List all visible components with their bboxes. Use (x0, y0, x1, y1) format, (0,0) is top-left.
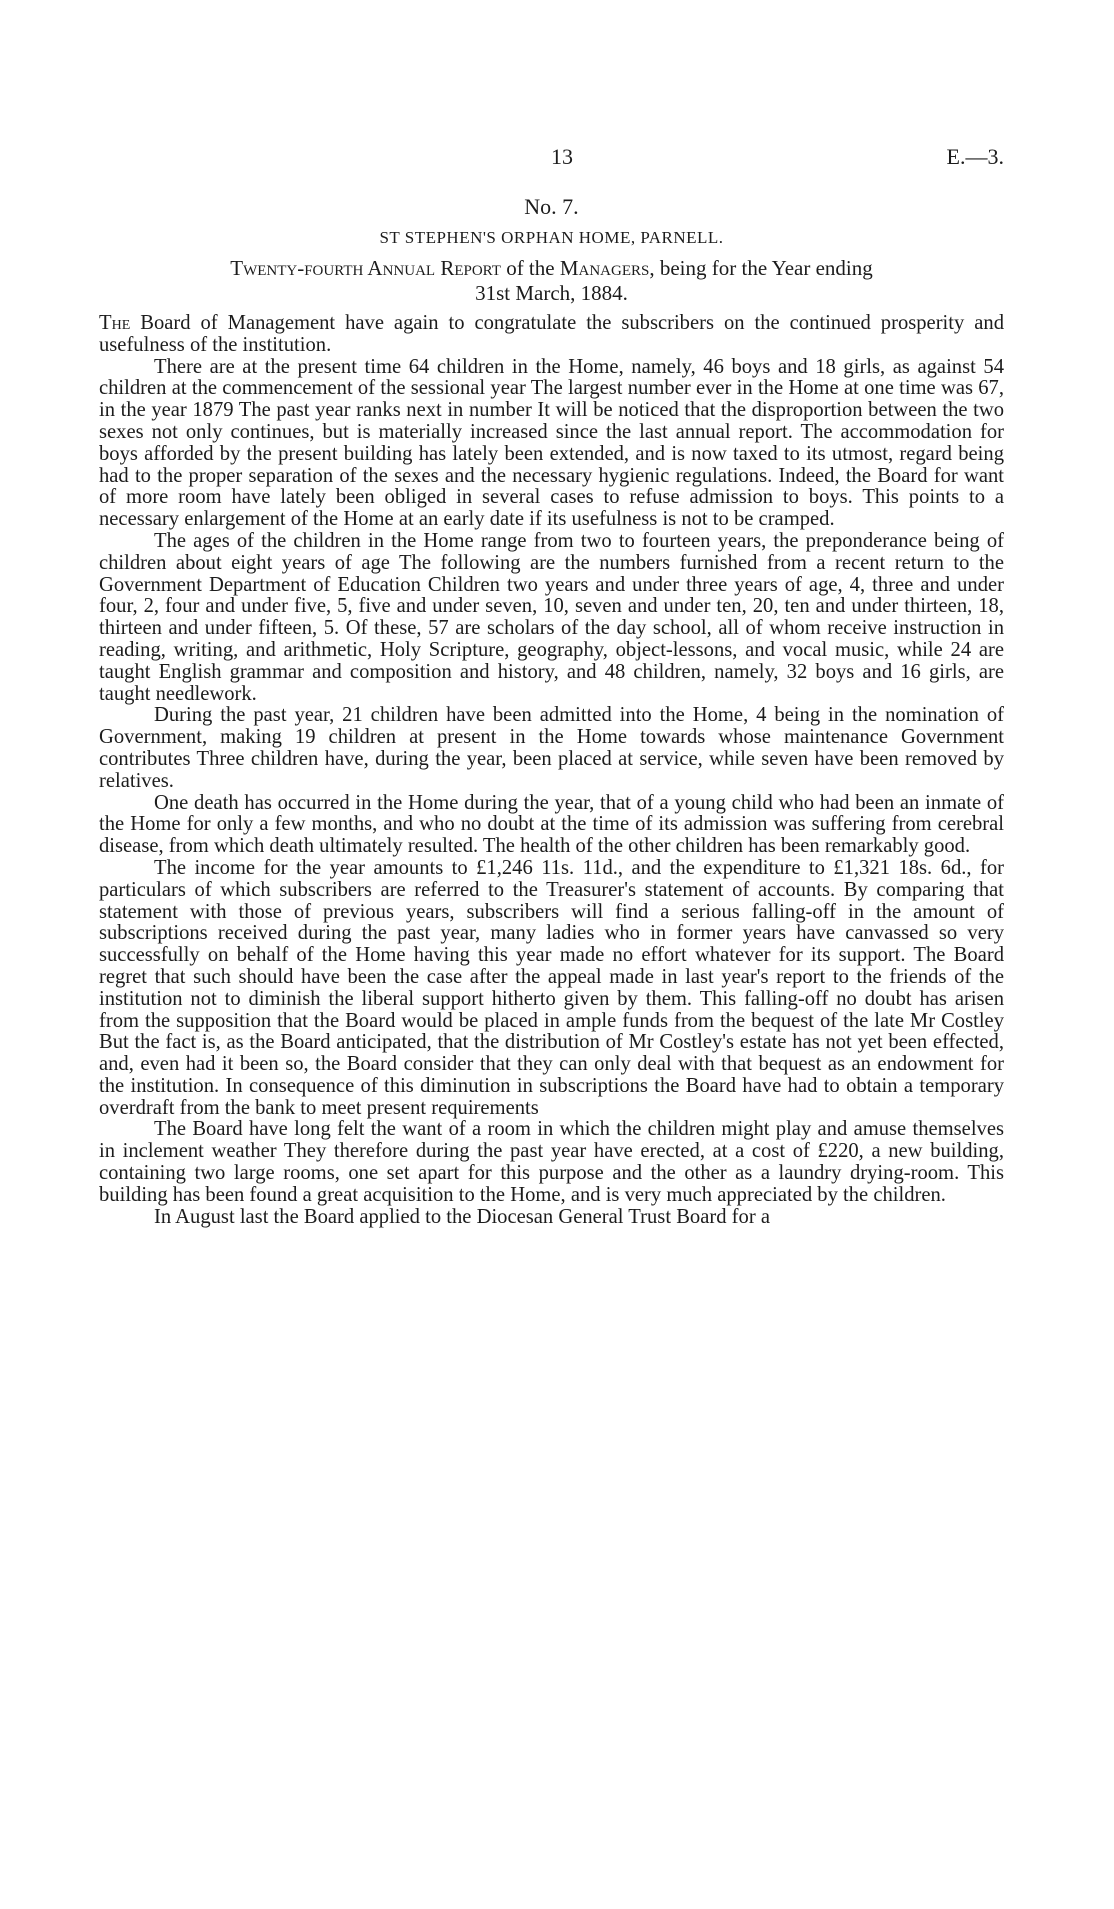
home-title: ST STEPHEN'S ORPHAN HOME, PARNELL. (379, 228, 724, 247)
paragraph-8: In August last the Board applied to the Diocesan General Trust Board for a (154, 1205, 770, 1228)
paragraph-5: One death has occurred in the Home during the year, that of a young child who had been an inmate of the Home for only a few months, and who no doubt at the time of its admission was suffering from cerebral disease, from which death ultimately resulted. The health of the other children has been remarkably good. (99, 791, 1004, 858)
paragraph-3: The ages of the children in the Home range from two to fourteen years, the preponderance being of children about eight years of age The following are the numbers furnished from a recent return to the Government Department of Education Children two years and under three years of age, 4, three and under four, 2, four and under five, 5, five and under seven, 10, seven and under ten, 20, ten and under thirteen, 18, thirteen and under fifteen, 5. Of these, 57 are scholars of the day school, all of whom receive instruction in reading, writing, and arithmetic, Holy Scripture, geography, object-lessons, and vocal music, while 24 are taught English grammar and composition and history, and 48 children, namely, 32 boys and 16 girls, are taught needlework. (99, 529, 1004, 705)
report-title-part4: being for the Year ending (659, 256, 873, 280)
paragraph-2: There are at the present time 64 children in the Home, namely, 46 boys and 18 girls, as against 54 children at the commencement of the sessional year The largest number ever in the Home at one time was 67, in the year 1879 The past year ranks next in number It will be noticed that the disproportion between the two sexes not only continues, but is materially increased since the last annual report. The accommodation for boys afforded by the present building has lately been extended, and is now taxed to its utmost, regard being had to the proper separation of the sexes and the necessary hygienic regulations. Indeed, the Board for want of more room have lately been obliged in several cases to refuse admission to boys. This points to a necessary enlargement of the Home at an early date if its usefulness is not to be cramped. (99, 355, 1004, 531)
paragraph-7: The Board have long felt the want of a room in which the children might play and amuse themselves in inclement weather They therefore during the past year have erected, at a cost of £220, a new building, containing two large rooms, one set apart for this purpose and the other as a laundry drying-room. This building has been found a great acquisition to the Home, and is very much appreciated by the children. (99, 1118, 1004, 1206)
paragraph-4: During the past year, 21 children have been admitted into the Home, 4 being in the nomination of Government, making 19 children at present in the Home towards whose maintenance Government contributes Three children have, during the year, been placed at service, while seven have been removed by relatives. (99, 704, 1004, 792)
document-reference: E.—3. (946, 144, 1004, 169)
report-title-part3: Managers, (559, 256, 655, 280)
report-title-part2: of the (506, 256, 555, 280)
paragraph-6: The income for the year amounts to £1,246 11s. 11d., and the expenditure to £1,321 18s. 6d., for particulars of which subscribers are referred to the Treasurer's statement of accounts. By comparing that statement with those of previous years, subscribers will find a serious falling-off in the amount of subscriptions received during the past year, many ladies who in former years have canvassed so very successfully on behalf of the Home having this year made no effort whatever for its support. The Board regret that such should have been the case after the appeal made in last year's report to the friends of the institution not to diminish the liberal support hitherto given by them. This falling-off no doubt has arisen from the supposition that the Board would be placed in ample funds from the bequest of the late Mr Costley But the fact is, as the Board anticipated, that the distribution of Mr Costley's estate has not yet been effected, and, even had it been so, the Board consider that they can only deal with that bequest as an endowment for the institution. In consequence of this diminution in subscriptions the Board have had to obtain a temporary overdraft from the bank to meet present requirements (99, 856, 1004, 1119)
paragraph-1-text: Board of Management have again to congratulate the subscribers on the continued prosperity and usefulness of the institution. (99, 312, 1004, 356)
report-title (99, 256, 1004, 306)
report-title-part1: Twenty-fourth Annual Report (230, 256, 501, 280)
paragraph-1 (99, 313, 1004, 357)
first-word: The (99, 312, 131, 334)
section-number: No. 7. (524, 194, 579, 219)
page-number: 13 (551, 144, 573, 169)
page-header (99, 144, 1004, 174)
report-body (99, 313, 1004, 1228)
report-date: 31st March, 1884. (475, 281, 628, 305)
